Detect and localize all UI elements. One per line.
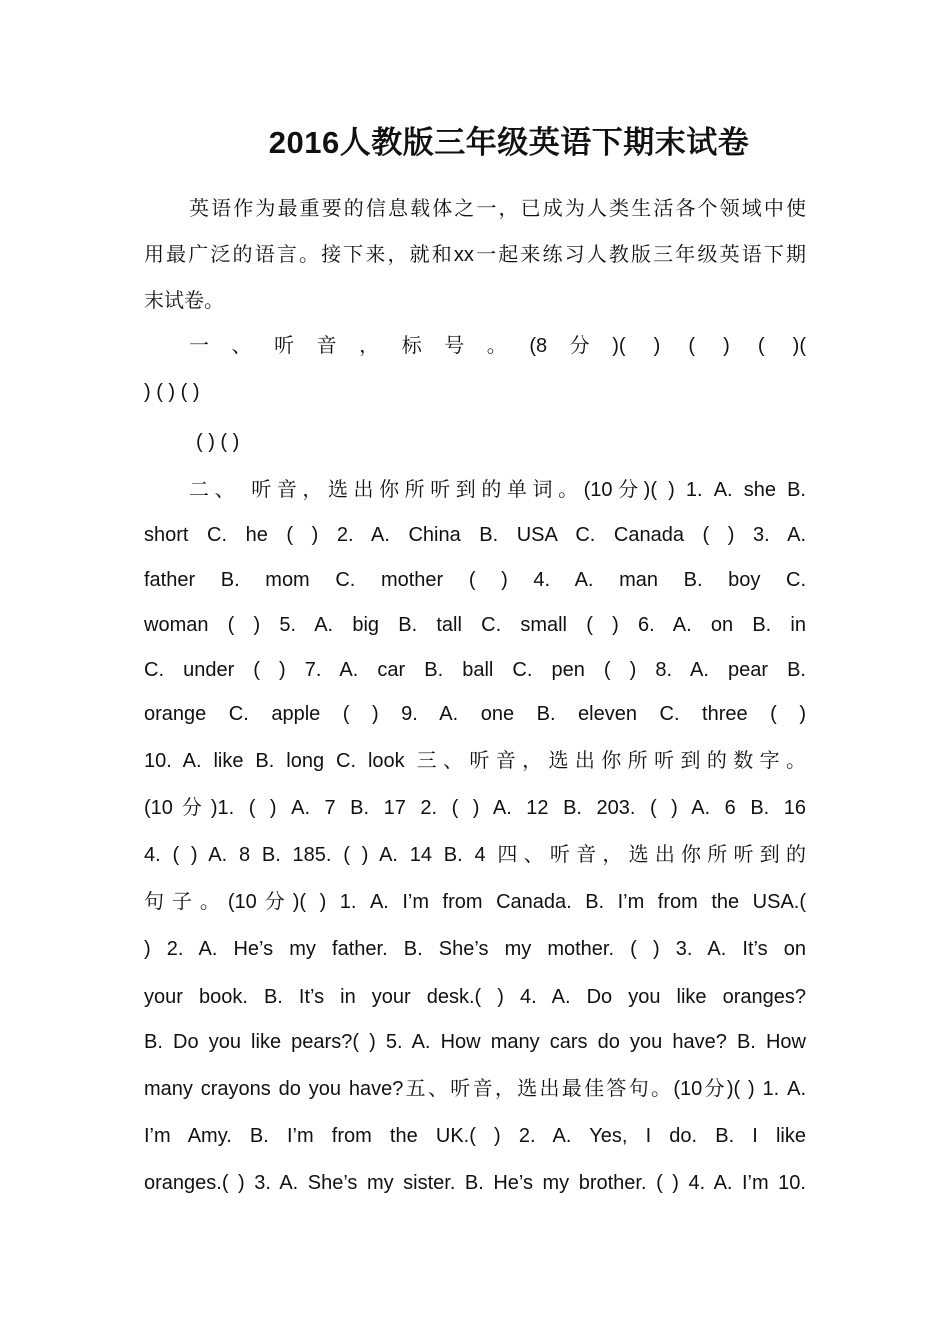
section-2-line-2: short C. he ( ) 2. A. China B. USA C. Canada ( ) 3. A.: [144, 524, 806, 546]
section-2-3-line: 10. A. like B. long C. look 三、听音，选出你所听到的数字。: [144, 750, 806, 772]
section-2-line-6: orange C. apple ( ) 9. A. one B. eleven C. three ( ): [144, 703, 806, 725]
section-3-line-1: (10分)1. ( ) A. 7 B. 17 2. ( ) A. 12 B. 203. ( ) A. 6 B. 16: [144, 797, 806, 819]
section-3-4-line: 4. ( ) A. 8 B. 185. ( ) A. 14 B. 4 四、听音，选出你所听到的: [144, 844, 806, 866]
section-2-line-1: 二、 听音，选出你所听到的单词。(10分)( ) 1. A. she B.: [189, 479, 806, 501]
section-4-line-2: ) 2. A. He’s my father. B. She’s my mother. ( ) 3. A. It’s on: [144, 938, 806, 960]
intro-line-1: 英语作为最重要的信息载体之一，已成为人类生活各个领域中使: [189, 198, 806, 220]
intro-line-2: 用最广泛的语言。接下来，就和xx一起来练习人教版三年级英语下期: [144, 244, 806, 266]
section-4-line-3: your book. B. It’s in your desk.( ) 4. A. Do you like oranges?: [144, 986, 806, 1008]
section-4-line-4: B. Do you like pears?( ) 5. A. How many cars do you have? B. How: [144, 1031, 806, 1053]
section-2-line-3: father B. mom C. mother ( ) 4. A. man B. boy C.: [144, 569, 806, 591]
section-1-line-2: ) ( ) ( ): [144, 381, 200, 403]
section-5-line-2: oranges.( ) 3. A. She’s my sister. B. He’s my brother. ( ) 4. A. I’m 10.: [144, 1172, 806, 1194]
section-4-5-line: many crayons do you have?五、听音，选出最佳答句。(10分)( ) 1. A.: [144, 1078, 806, 1100]
section-1-line-1: 一、听音，标号。(8分)( ) ( ) ( )(: [189, 335, 806, 357]
section-5-line-1: I’m Amy. B. I’m from the UK.( ) 2. A. Yes, I do. B. I like: [144, 1125, 806, 1147]
section-1-line-3: ( ) ( ): [196, 431, 240, 453]
intro-line-3: 末试卷。: [144, 290, 224, 312]
section-2-line-4: woman ( ) 5. A. big B. tall C. small ( ) 6. A. on B. in: [144, 614, 806, 636]
section-2-line-5: C. under ( ) 7. A. car B. ball C. pen ( ) 8. A. pear B.: [144, 659, 806, 681]
document-title: 2016人教版三年级英语下期末试卷: [268, 125, 750, 160]
section-4-line-1: 句子。(10分)( ) 1. A. I’m from Canada. B. I’m from the USA.(: [144, 891, 806, 913]
